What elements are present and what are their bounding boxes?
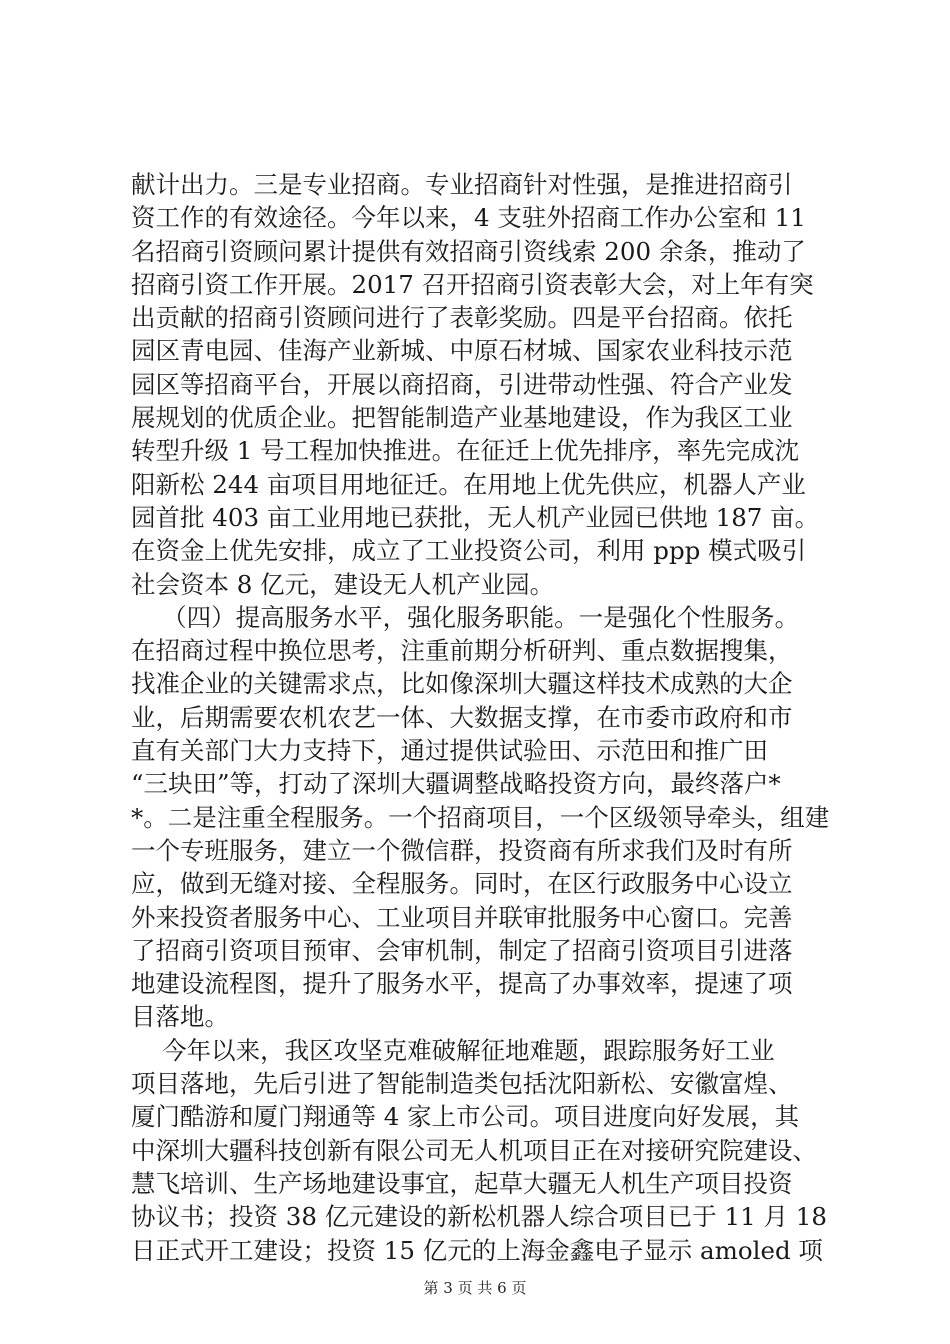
text-line: 阳新松 244 亩项目用地征迁。在用地上优先供应，机器人产业 bbox=[131, 469, 806, 499]
text-line: “三块田”等，打动了深圳大疆调整战略投资方向，最终落户* bbox=[131, 769, 781, 799]
text-line: 了招商引资项目预审、会审机制，制定了招商引资项目引进落 bbox=[131, 935, 793, 965]
text-line: 在资金上优先安排，成立了工业投资公司，利用 ppp 模式吸引 bbox=[131, 536, 807, 566]
text-line: 园首批 403 亩工业用地已获批，无人机产业园已供地 187 亩。 bbox=[131, 502, 820, 532]
text-line: 资工作的有效途径。今年以来，4 支驻外招商工作办公室和 11 bbox=[131, 203, 806, 233]
text-line: *。二是注重全程服务。一个招商项目，一个区级领导牵头，组建 bbox=[131, 802, 830, 832]
text-line: 今年以来，我区攻坚克难破解征地难题，跟踪服务好工业 bbox=[131, 1035, 775, 1065]
text-line: 展规划的优质企业。把智能制造产业基地建设，作为我区工业 bbox=[131, 403, 793, 433]
text-line: 业，后期需要农机农艺一体、大数据支撑，在市委市政府和市 bbox=[131, 702, 793, 732]
text-line: 出贡献的招商引资顾问进行了表彰奖励。四是平台招商。依托 bbox=[131, 303, 793, 333]
page-number: 第 3 页 共 6 页 bbox=[423, 1279, 527, 1297]
text-line: 日正式开工建设；投资 15 亿元的上海金鑫电子显示 amoled 项 bbox=[131, 1235, 823, 1265]
text-line: 园区青电园、佳海产业新城、中原石材城、国家农业科技示范 bbox=[131, 336, 793, 366]
text-line: （四）提高服务水平，强化服务职能。一是强化个性服务。 bbox=[131, 602, 800, 632]
text-line: 协议书；投资 38 亿元建设的新松机器人综合项目已于 11 月 18 bbox=[131, 1202, 827, 1232]
text-line: 中深圳大疆科技创新有限公司无人机项目正在对接研究院建设、 bbox=[131, 1135, 817, 1165]
text-line: 厦门酷游和厦门翔通等 4 家上市公司。项目进度向好发展，其 bbox=[131, 1102, 800, 1132]
text-line: 直有关部门大力支持下，通过提供试验田、示范田和推广田 bbox=[131, 736, 768, 766]
text-line: 招商引资工作开展。2017 召开招商引资表彰大会，对上年有突 bbox=[131, 269, 814, 299]
text-line: 找准企业的关键需求点，比如像深圳大疆这样技术成熟的大企 bbox=[131, 669, 793, 699]
text-line: 项目落地，先后引进了智能制造类包括沈阳新松、安徽富煌、 bbox=[131, 1069, 793, 1099]
text-line: 应，做到无缝对接、全程服务。同时，在区行政服务中心设立 bbox=[131, 869, 793, 899]
text-line: 在招商过程中换位思考，注重前期分析研判、重点数据搜集， bbox=[131, 636, 793, 666]
text-line: 社会资本 8 亿元，建设无人机产业园。 bbox=[131, 569, 555, 599]
text-line: 慧飞培训、生产场地建设事宜，起草大疆无人机生产项目投资 bbox=[131, 1168, 793, 1198]
text-line: 献计出力。三是专业招商。专业招商针对性强，是推进招商引 bbox=[131, 170, 793, 199]
page-footer bbox=[0, 1277, 950, 1298]
text-line: 一个专班服务，建立一个微信群，投资商有所求我们及时有所 bbox=[131, 835, 793, 865]
text-line: 园区等招商平台，开展以商招商，引进带动性强、符合产业发 bbox=[131, 369, 793, 399]
text-line: 目落地。 bbox=[131, 1002, 229, 1032]
text-line: 名招商引资顾问累计提供有效招商引资线索 200 余条，推动了 bbox=[131, 236, 806, 266]
body-text bbox=[131, 168, 831, 1267]
text-line: 转型升级 1 号工程加快推进。在征迁上优先排序，率先完成沈 bbox=[131, 436, 800, 466]
text-line: 地建设流程图，提升了服务水平，提高了办事效率，提速了项 bbox=[131, 969, 793, 999]
text-line: 外来投资者服务中心、工业项目并联审批服务中心窗口。完善 bbox=[131, 902, 793, 932]
